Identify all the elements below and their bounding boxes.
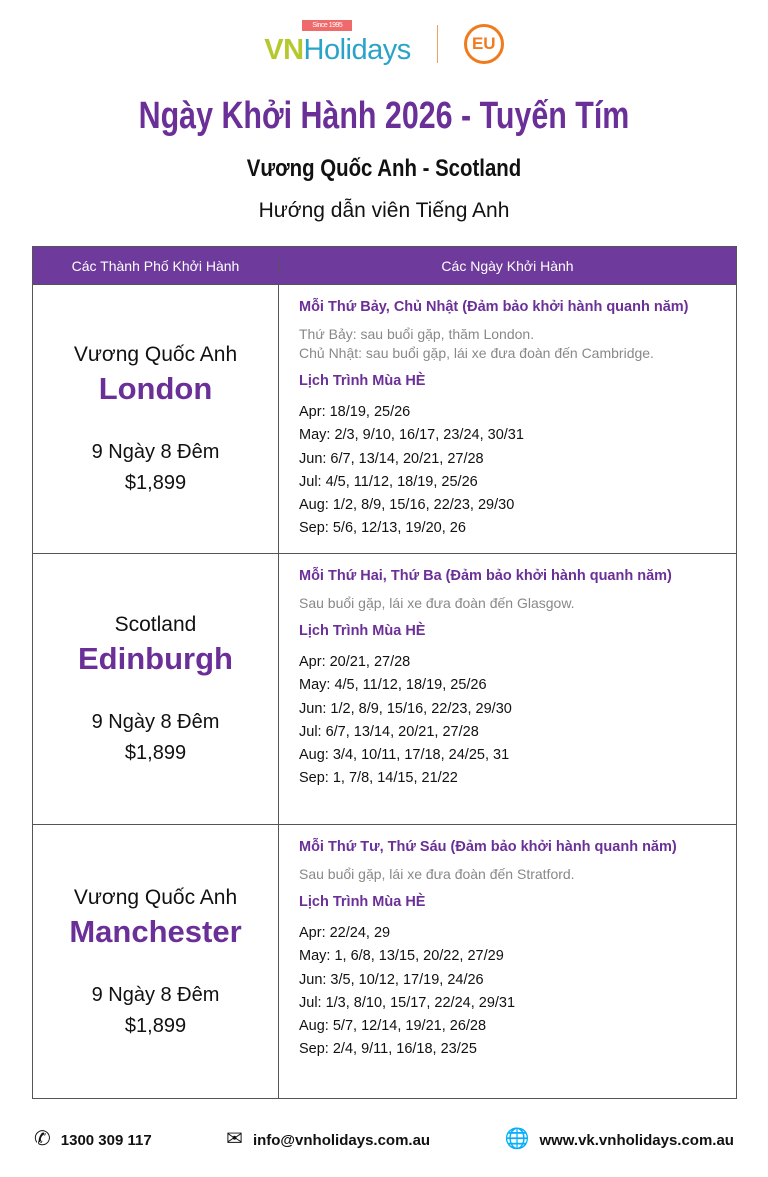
tour-price: $1,899 [124,472,187,494]
month-dates: Sep: 1, 7/8, 14/15, 21/22 [299,770,458,787]
month-dates: Aug: 5/7, 12/14, 19/21, 26/28 [299,1018,487,1035]
footer-email[interactable] [226,1126,430,1151]
month-dates: Jun: 1/2, 8/9, 15/16, 22/23, 29/30 [299,700,512,717]
month-dates: Jul: 4/5, 11/12, 18/19, 25/26 [299,473,478,490]
departure-notes [299,594,716,613]
table-row [33,553,736,824]
tour-duration: 9 Ngày 8 Đêm [91,711,220,733]
email-text: info@vnholidays.com.au [252,1132,431,1149]
website-text: www.vk.vnholidays.com.au [539,1132,734,1149]
logo-vn: VN [264,34,304,66]
header-logos [0,20,768,67]
tour-price: $1,899 [124,1014,187,1037]
city-name: Manchester [69,913,242,949]
departure-frequency: Mỗi Thứ Hai, Thứ Ba (Đảm bảo khởi hành quanh năm) [299,568,672,584]
header-cities: Các Thành Phố Khởi Hành [33,258,279,274]
vnholidays-logo [264,20,411,67]
month-dates: Aug: 1/2, 8/9, 15/16, 22/23, 29/30 [299,497,515,514]
tour-duration: 9 Ngày 8 Đêm [91,983,220,1006]
month-dates: May: 4/5, 11/12, 18/19, 25/26 [299,677,487,694]
month-dates: Jun: 3/5, 10/12, 17/19, 24/26 [299,971,484,988]
page-subtitle: Vương Quốc Anh - Scotland [246,155,522,182]
note-line: Chủ Nhật: sau buổi gặp, lái xe đưa đoàn đến Cambridge. [299,345,654,361]
tour-price: $1,899 [124,742,187,764]
country-name: Scotland [114,613,197,636]
month-dates: Aug: 3/4, 10/11, 17/18, 24/25, 31 [299,747,510,764]
departure-notes [299,865,716,884]
country-name: Vương Quốc Anh [73,343,238,366]
departure-dates-cell [279,285,736,553]
phone-text: 1300 309 117 [60,1132,152,1149]
departure-table [32,246,737,1099]
table-row [33,284,736,553]
footer-website[interactable] [505,1126,734,1151]
month-dates: Sep: 2/4, 9/11, 16/18, 23/25 [299,1041,477,1058]
departure-dates-cell [279,825,736,1098]
month-dates: Apr: 22/24, 29 [299,925,391,941]
note-line: Sau buổi gặp, lái xe đưa đoàn đến Stratford. [299,866,575,882]
month-dates: Jul: 1/3, 8/10, 15/17, 22/24, 29/31 [299,994,516,1011]
departure-dates-cell [279,554,736,824]
eu-logo: EU [464,24,504,64]
date-list [299,922,716,1062]
departure-notes [299,325,716,363]
city-name: Edinburgh [78,641,233,676]
header-dates: Các Ngày Khởi Hành [441,257,574,274]
note-line: Thứ Bảy: sau buổi gặp, thăm London. [299,326,535,342]
departure-frequency: Mỗi Thứ Tư, Thứ Sáu (Đảm bảo khởi hành quanh năm) [299,839,677,855]
departure-frequency: Mỗi Thứ Bảy, Chủ Nhật (Đảm bảo khởi hành quanh năm) [299,299,689,315]
guide-language: Hướng dẫn viên Tiếng Anh [258,199,510,222]
page-title: Ngày Khởi Hành 2026 - Tuyến Tím [138,95,630,137]
departure-city-cell [33,554,279,824]
month-dates: May: 2/3, 9/10, 16/17, 23/24, 30/31 [299,427,524,444]
footer-phone[interactable] [34,1126,152,1151]
season-heading: Lịch Trình Mùa HÈ [299,623,426,639]
month-dates: Jun: 6/7, 13/14, 20/21, 27/28 [299,450,484,467]
month-dates: Jul: 6/7, 13/14, 20/21, 27/28 [299,723,479,740]
mail-icon: ✉ [226,1128,243,1150]
date-list [299,401,716,541]
date-list [299,651,716,791]
note-line: Sau buổi gặp, lái xe đưa đoàn đến Glasgow. [299,595,575,611]
month-dates: Apr: 20/21, 27/28 [299,654,411,670]
phone-icon: ✆ [34,1128,51,1150]
month-dates: May: 1, 6/8, 13/15, 20/22, 27/29 [299,948,504,965]
table-header [33,247,736,284]
table-row [33,824,736,1098]
month-dates: Sep: 5/6, 12/13, 19/20, 26 [299,520,466,537]
city-name: London [98,371,213,406]
logo-divider [437,25,438,63]
globe-icon: 🌐 [504,1128,530,1150]
tour-duration: 9 Ngày 8 Đêm [91,441,220,463]
month-dates: Apr: 18/19, 25/26 [299,404,411,420]
logo-holidays: Holidays [303,34,411,66]
departure-city-cell [33,825,279,1098]
footer [34,1126,734,1151]
season-heading: Lịch Trình Mùa HÈ [299,894,426,910]
country-name: Vương Quốc Anh [73,885,238,909]
departure-city-cell [33,285,279,553]
since-banner: Since 1995 [302,20,352,31]
season-heading: Lịch Trình Mùa HÈ [299,373,426,389]
